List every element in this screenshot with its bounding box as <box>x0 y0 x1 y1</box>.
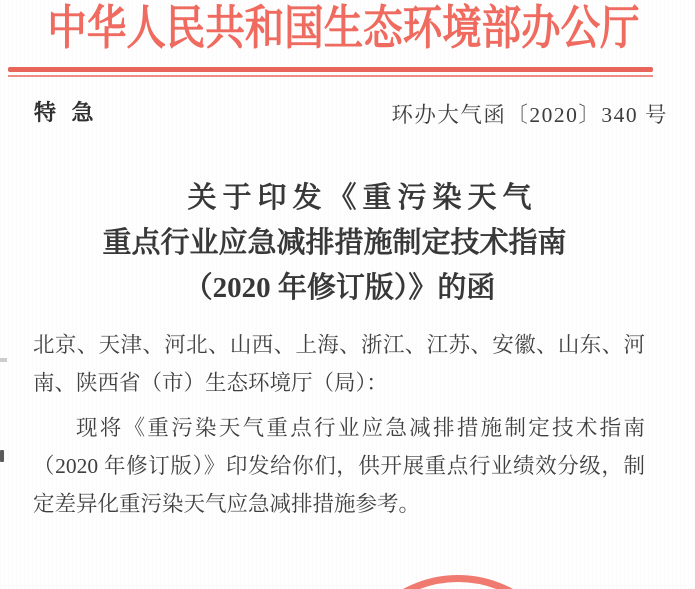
urgency-label: 特 急 <box>34 100 95 125</box>
body-line-2: （2020 年修订版）》印发给你们，供开展重点行业绩效分级，制 <box>33 454 645 478</box>
doc-title <box>0 176 695 311</box>
doc-title-line3: （2020 年修订版）》的函 <box>183 272 496 304</box>
scan-artifact-blob <box>0 450 4 462</box>
body-line-1: 现将《重污染天气重点行业应急减排措施制定技术指南 <box>76 416 645 440</box>
official-seal <box>343 575 573 589</box>
body-line-3: 定差异化重污染天气应急减排措施参考。 <box>33 492 421 516</box>
letterhead <box>0 0 695 69</box>
body-paragraph <box>33 409 645 523</box>
doc-title-line2: 重点行业应急减排措施制定技术指南 <box>102 227 567 259</box>
recipients-paragraph <box>33 326 645 402</box>
divider-thick <box>8 67 653 72</box>
doc-number: 环办大气函〔2020〕340 号 <box>391 103 668 127</box>
doc-title-line1: 关于印发《重污染天气 <box>187 182 538 214</box>
scan-artifact-dash <box>0 358 7 362</box>
divider-thin <box>8 75 653 77</box>
org-name: 中华人民共和国生态环境部办公厅 <box>47 3 640 55</box>
recipients-line-1: 北京、天津、河北、山西、上海、浙江、江苏、安徽、山东、河 <box>33 333 645 357</box>
recipients-line-2: 南、陕西省（市）生态环境厅（局）： <box>33 371 388 395</box>
